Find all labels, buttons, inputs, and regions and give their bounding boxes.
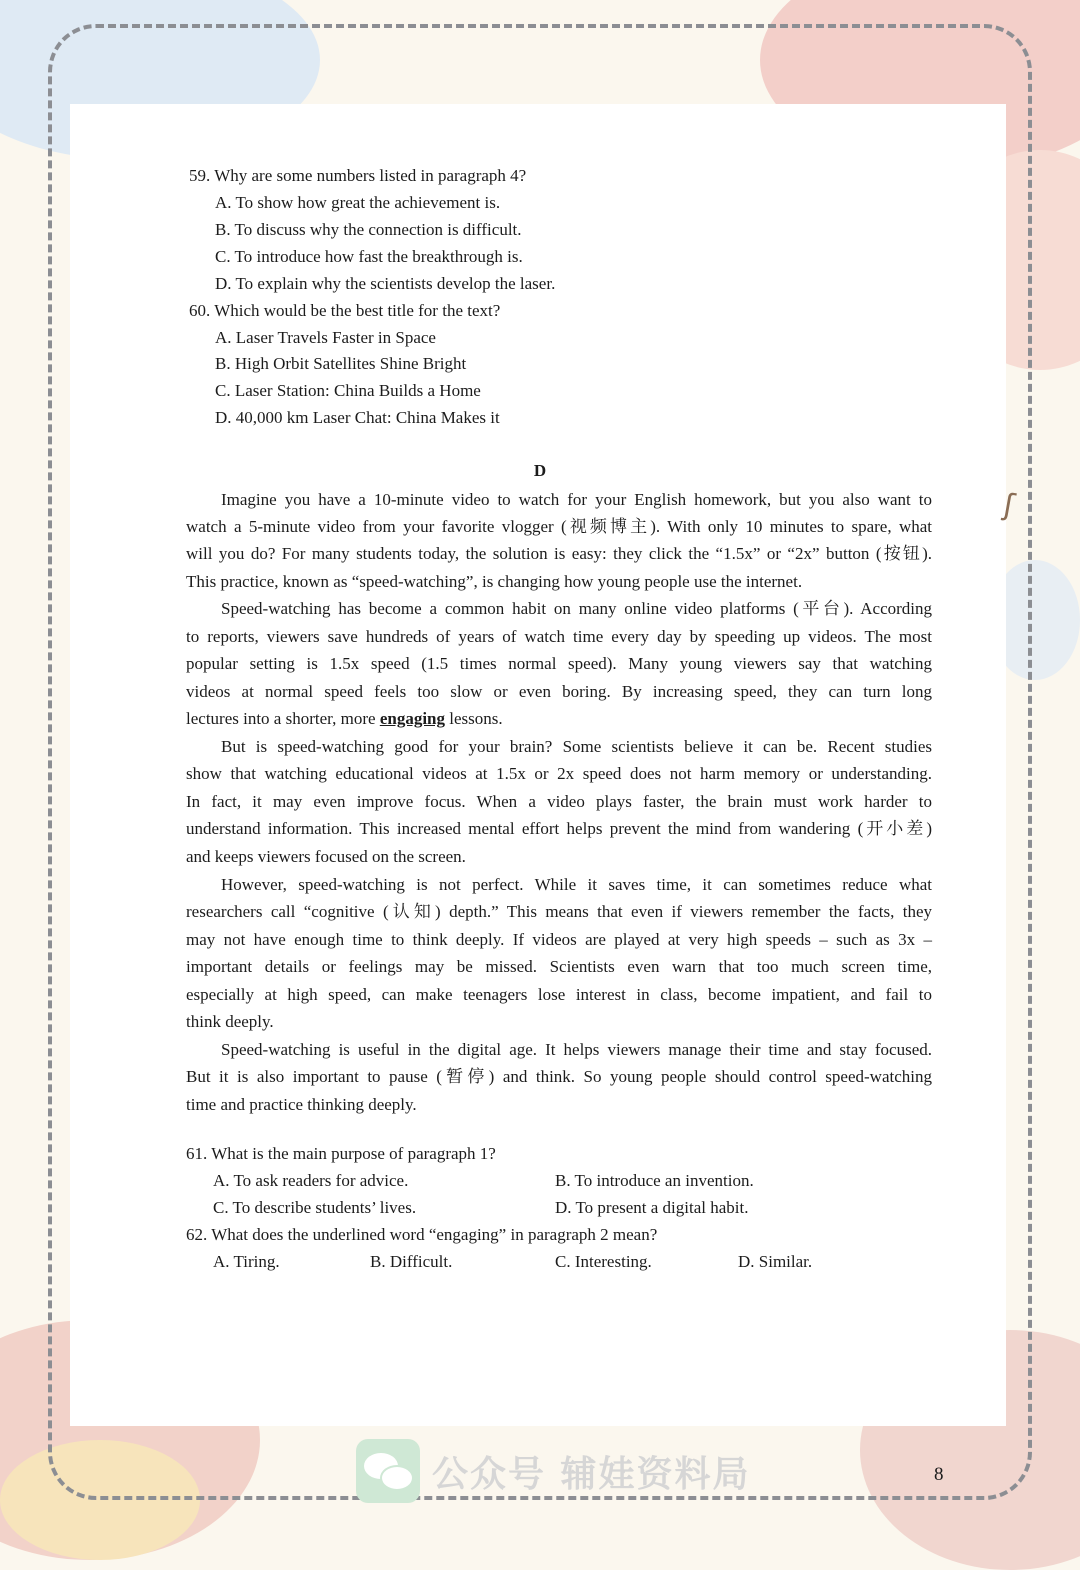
paragraph-4-line: However, speed-watching is not perfect. While it saves time, it can sometimes reduce what — [221, 875, 932, 894]
paragraph-5-line: But it is also important to pause (暂停) and think. So young people should control speed-watching — [186, 1067, 932, 1086]
watermark-text: 公众号 辅娃资料局 — [432, 1453, 751, 1495]
passage-heading: D — [533, 461, 547, 480]
question-59-option-a: A. To show how great the achievement is. — [215, 193, 501, 212]
paragraph-3-line: understand information. This increased mental effort helps prevent the mind from wandering (开小差) — [186, 819, 932, 838]
question-61-option-a: A. To ask readers for advice. — [213, 1171, 409, 1190]
question-59-option-d: D. To explain why the scientists develop the laser. — [215, 274, 556, 293]
watermark — [356, 1436, 751, 1506]
paragraph-1-line: This practice, known as “speed-watching”, is changing how young people use the internet. — [186, 572, 803, 591]
question-61-option-d: D. To present a digital habit. — [555, 1198, 749, 1217]
paragraph-5-line: time and practice thinking deeply. — [186, 1095, 417, 1114]
question-60-option-b: B. High Orbit Satellites Shine Bright — [215, 354, 467, 373]
paragraph-3-line: But is speed-watching good for your brain? Some scientists believe it can be. Recent studies — [221, 737, 932, 756]
paragraph-1-line: Imagine you have a 10-minute video to watch for your English homework, but you also want to — [221, 490, 932, 509]
paragraph-3-line: and keeps viewers focused on the screen. — [186, 847, 466, 866]
wechat-icon — [356, 1439, 420, 1503]
paragraph-5-line: Speed-watching is useful in the digital age. It helps viewers manage their time and stay focused. — [221, 1040, 932, 1059]
paragraph-4-line: may not have enough time to think deeply. If videos are played at very high speeds – such as 3x – — [186, 930, 932, 949]
question-62-stem: 62. What does the underlined word “engaging” in paragraph 2 mean? — [186, 1225, 658, 1244]
paragraph-2-line: videos at normal speed feels too slow or even boring. By increasing speed, they can turn long — [186, 682, 932, 701]
underlined-word: engaging — [379, 709, 445, 728]
page-number: 8 — [934, 1464, 944, 1485]
question-59-stem: 59. Why are some numbers listed in paragraph 4? — [189, 166, 527, 185]
question-60-option-d: D. 40,000 km Laser Chat: China Makes it — [215, 408, 500, 427]
question-62-option-c: C. Interesting. — [555, 1252, 652, 1271]
question-59-option-c: C. To introduce how fast the breakthrough is. — [215, 247, 523, 266]
question-60-option-c: C. Laser Station: China Builds a Home — [215, 381, 481, 400]
paragraph-2-line: Speed-watching has become a common habit on many online video platforms (平台). According — [221, 599, 932, 618]
question-62-option-b: B. Difficult. — [370, 1252, 453, 1271]
question-60-stem: 60. Which would be the best title for the text? — [189, 301, 501, 320]
paragraph-3-line: In fact, it may even improve focus. When a video plays faster, the brain must work harder to — [186, 792, 932, 811]
question-62-option-d: D. Similar. — [738, 1252, 813, 1271]
text-segment: lessons. — [445, 709, 503, 728]
paragraph-4-line: especially at high speed, can make teenagers lose interest in class, become impatient, and fail to — [186, 985, 932, 1004]
question-61-stem: 61. What is the main purpose of paragraph 1? — [186, 1144, 496, 1163]
paragraph-1-line: will you do? For many students today, the solution is easy: they click the “1.5x” or “2x” button (按钮). — [186, 544, 932, 563]
question-61-option-c: C. To describe students’ lives. — [213, 1198, 417, 1217]
question-61-option-b: B. To introduce an invention. — [555, 1171, 754, 1190]
paragraph-4-line: researchers call “cognitive (认知) depth.” This means that even if viewers remember the facts, they — [186, 902, 932, 921]
decorative-hook-icon: ʃ — [1001, 487, 1018, 524]
paragraph-2-line — [186, 707, 503, 731]
paragraph-3-line: show that watching educational videos at 1.5x or 2x speed does not harm memory or understanding. — [186, 764, 932, 783]
paragraph-4-line: important details or feelings may be missed. Scientists even warn that too much screen time, — [186, 957, 932, 976]
text-segment: lectures into a shorter, more — [186, 709, 380, 728]
paragraph-2-line: popular setting is 1.5x speed (1.5 times normal speed). Many young viewers say that watching — [186, 654, 932, 673]
question-60-option-a: A. Laser Travels Faster in Space — [215, 328, 436, 347]
question-62-option-a: A. Tiring. — [213, 1252, 280, 1271]
question-59-option-b: B. To discuss why the connection is difficult. — [215, 220, 522, 239]
paragraph-2-line: to reports, viewers save hundreds of years of watch time every day by speeding up videos. The most — [186, 627, 932, 646]
paragraph-4-line: think deeply. — [186, 1012, 274, 1031]
paragraph-1-line: watch a 5-minute video from your favorite vlogger (视频博主). With only 10 minutes to spare, what — [186, 517, 932, 536]
